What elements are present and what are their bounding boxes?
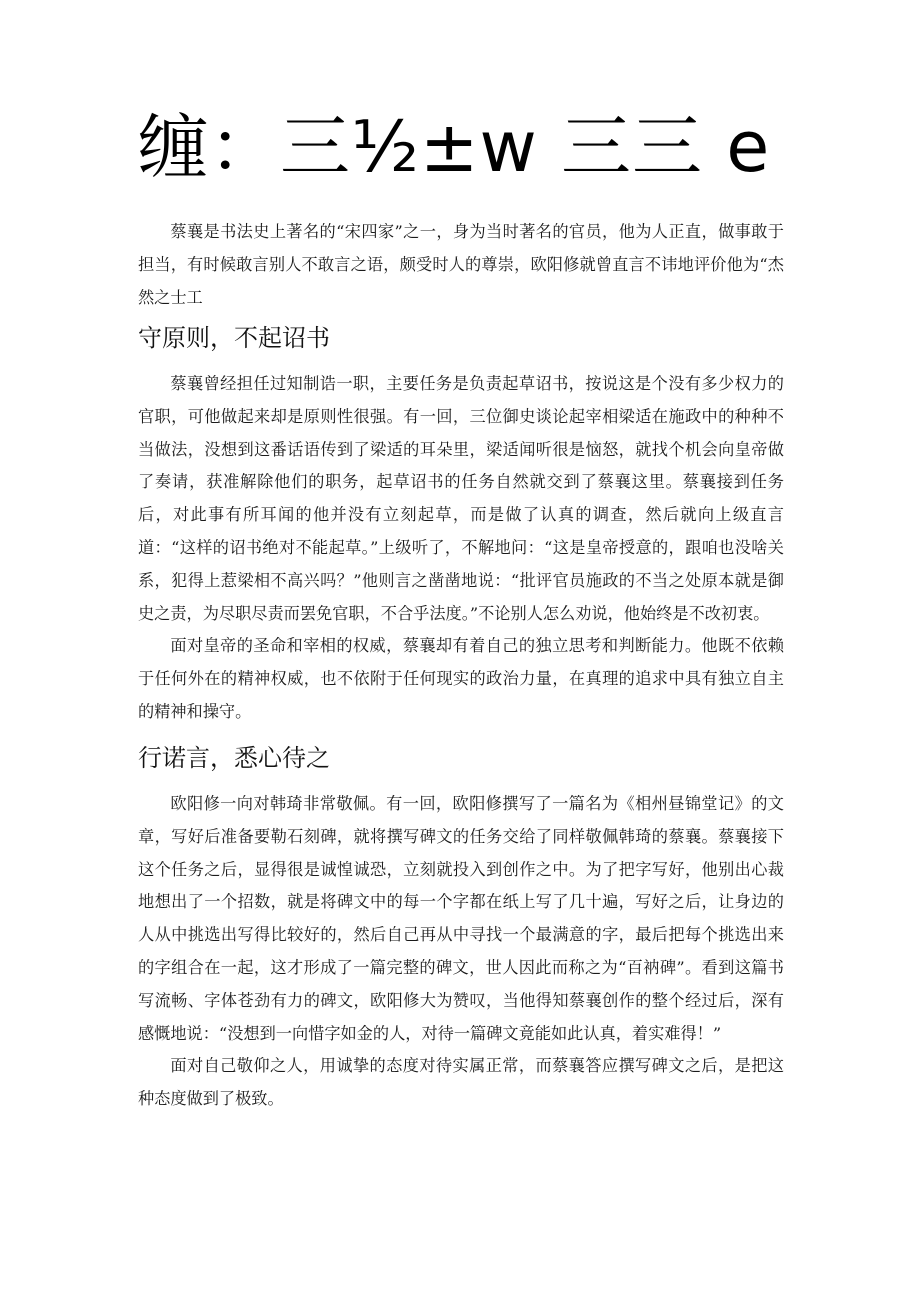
section2-paragraph-1: 欧阳修一向对韩琦非常敬佩。有一回，欧阳修撰写了一篇名为《相州昼锦堂记》的文章，写好后准备要勒石刻碑，就将撰写碑文的任务交给了同样敬佩韩琦的蔡襄。蔡襄接下这个任务之后，显得很是诚惶诚恐，立刻就投入到创作之中。为了把字写好，他别出心裁地想出了一个招数，就是将碑文中的每一个字都在纸上写了几十遍，写好之后，让身边的人从中挑选出写得比较好的，然后自己再从中寻找一个最满意的字，最后把每个挑选出来的字组合在一起，这才形成了一篇完整的碑文，世人因此而称之为“百衲碑”。看到这篇书写流畅、字体苍劲有力的碑文，欧阳修大为赞叹，当他得知蔡襄创作的整个经过后，深有感慨地说：“没想到一向惜字如金的人，对待一篇碑文竟能如此认真，着实难得！” xyxy=(138,794,784,1043)
section2-body xyxy=(138,788,784,1116)
section2-heading: 行诺言，悉心待之 xyxy=(138,744,330,772)
section1-paragraph-2: 面对皇帝的圣命和宰相的权威，蔡襄却有着自己的独立思考和判断能力。他既不依赖于任何外在的精神权威，也不依附于任何现实的政治力量，在真理的追求中具有独立自主的精神和操守。 xyxy=(138,636,784,721)
section1-body xyxy=(138,368,784,729)
section1-paragraph-1: 蔡襄曾经担任过知制诰一职，主要任务是负责起草诏书，按说这是个没有多少权力的官职，可他做起来却是原则性很强。有一回，三位御史谈论起宰相梁适在施政中的种种不当做法，没想到这番话语传到了梁适的耳朵里，梁适闻听很是恼怒，就找个机会向皇帝做了奏请，获准解除他们的职务，起草诏书的任务自然就交到了蔡襄这里。蔡襄接到任务后，对此事有所耳闻的他并没有立刻起草，而是做了认真的调查，然后就向上级直言道：“这样的诏书绝对不能起草。”上级听了，不解地问：“这是皇帝授意的，跟咱也没啥关系，犯得上惹梁相不高兴吗？”他则言之凿凿地说：“批评官员施政的不当之处原本就是御史之责，为尽职尽责而罢免官职，不合乎法度。”不论别人怎么劝说，他始终是不改初衷。 xyxy=(138,374,784,623)
section2-paragraph-2: 面对自己敬仰之人，用诚挚的态度对待实属正常，而蔡襄答应撰写碑文之后，是把这种态度做到了极致。 xyxy=(138,1056,784,1109)
section1-heading: 守原则，不起诏书 xyxy=(138,324,330,352)
intro-paragraph: 蔡襄是书法史上著名的“宋四家”之一，身为当时著名的官员，他为人正直，做事敢于担当，有时候敢言别人不敢言之语，颇受时人的尊崇，欧阳修就曾直言不讳地评价他为“杰然之士工 xyxy=(138,222,784,307)
garbled-title: 缠：三½±w 三三 e xyxy=(138,106,771,188)
